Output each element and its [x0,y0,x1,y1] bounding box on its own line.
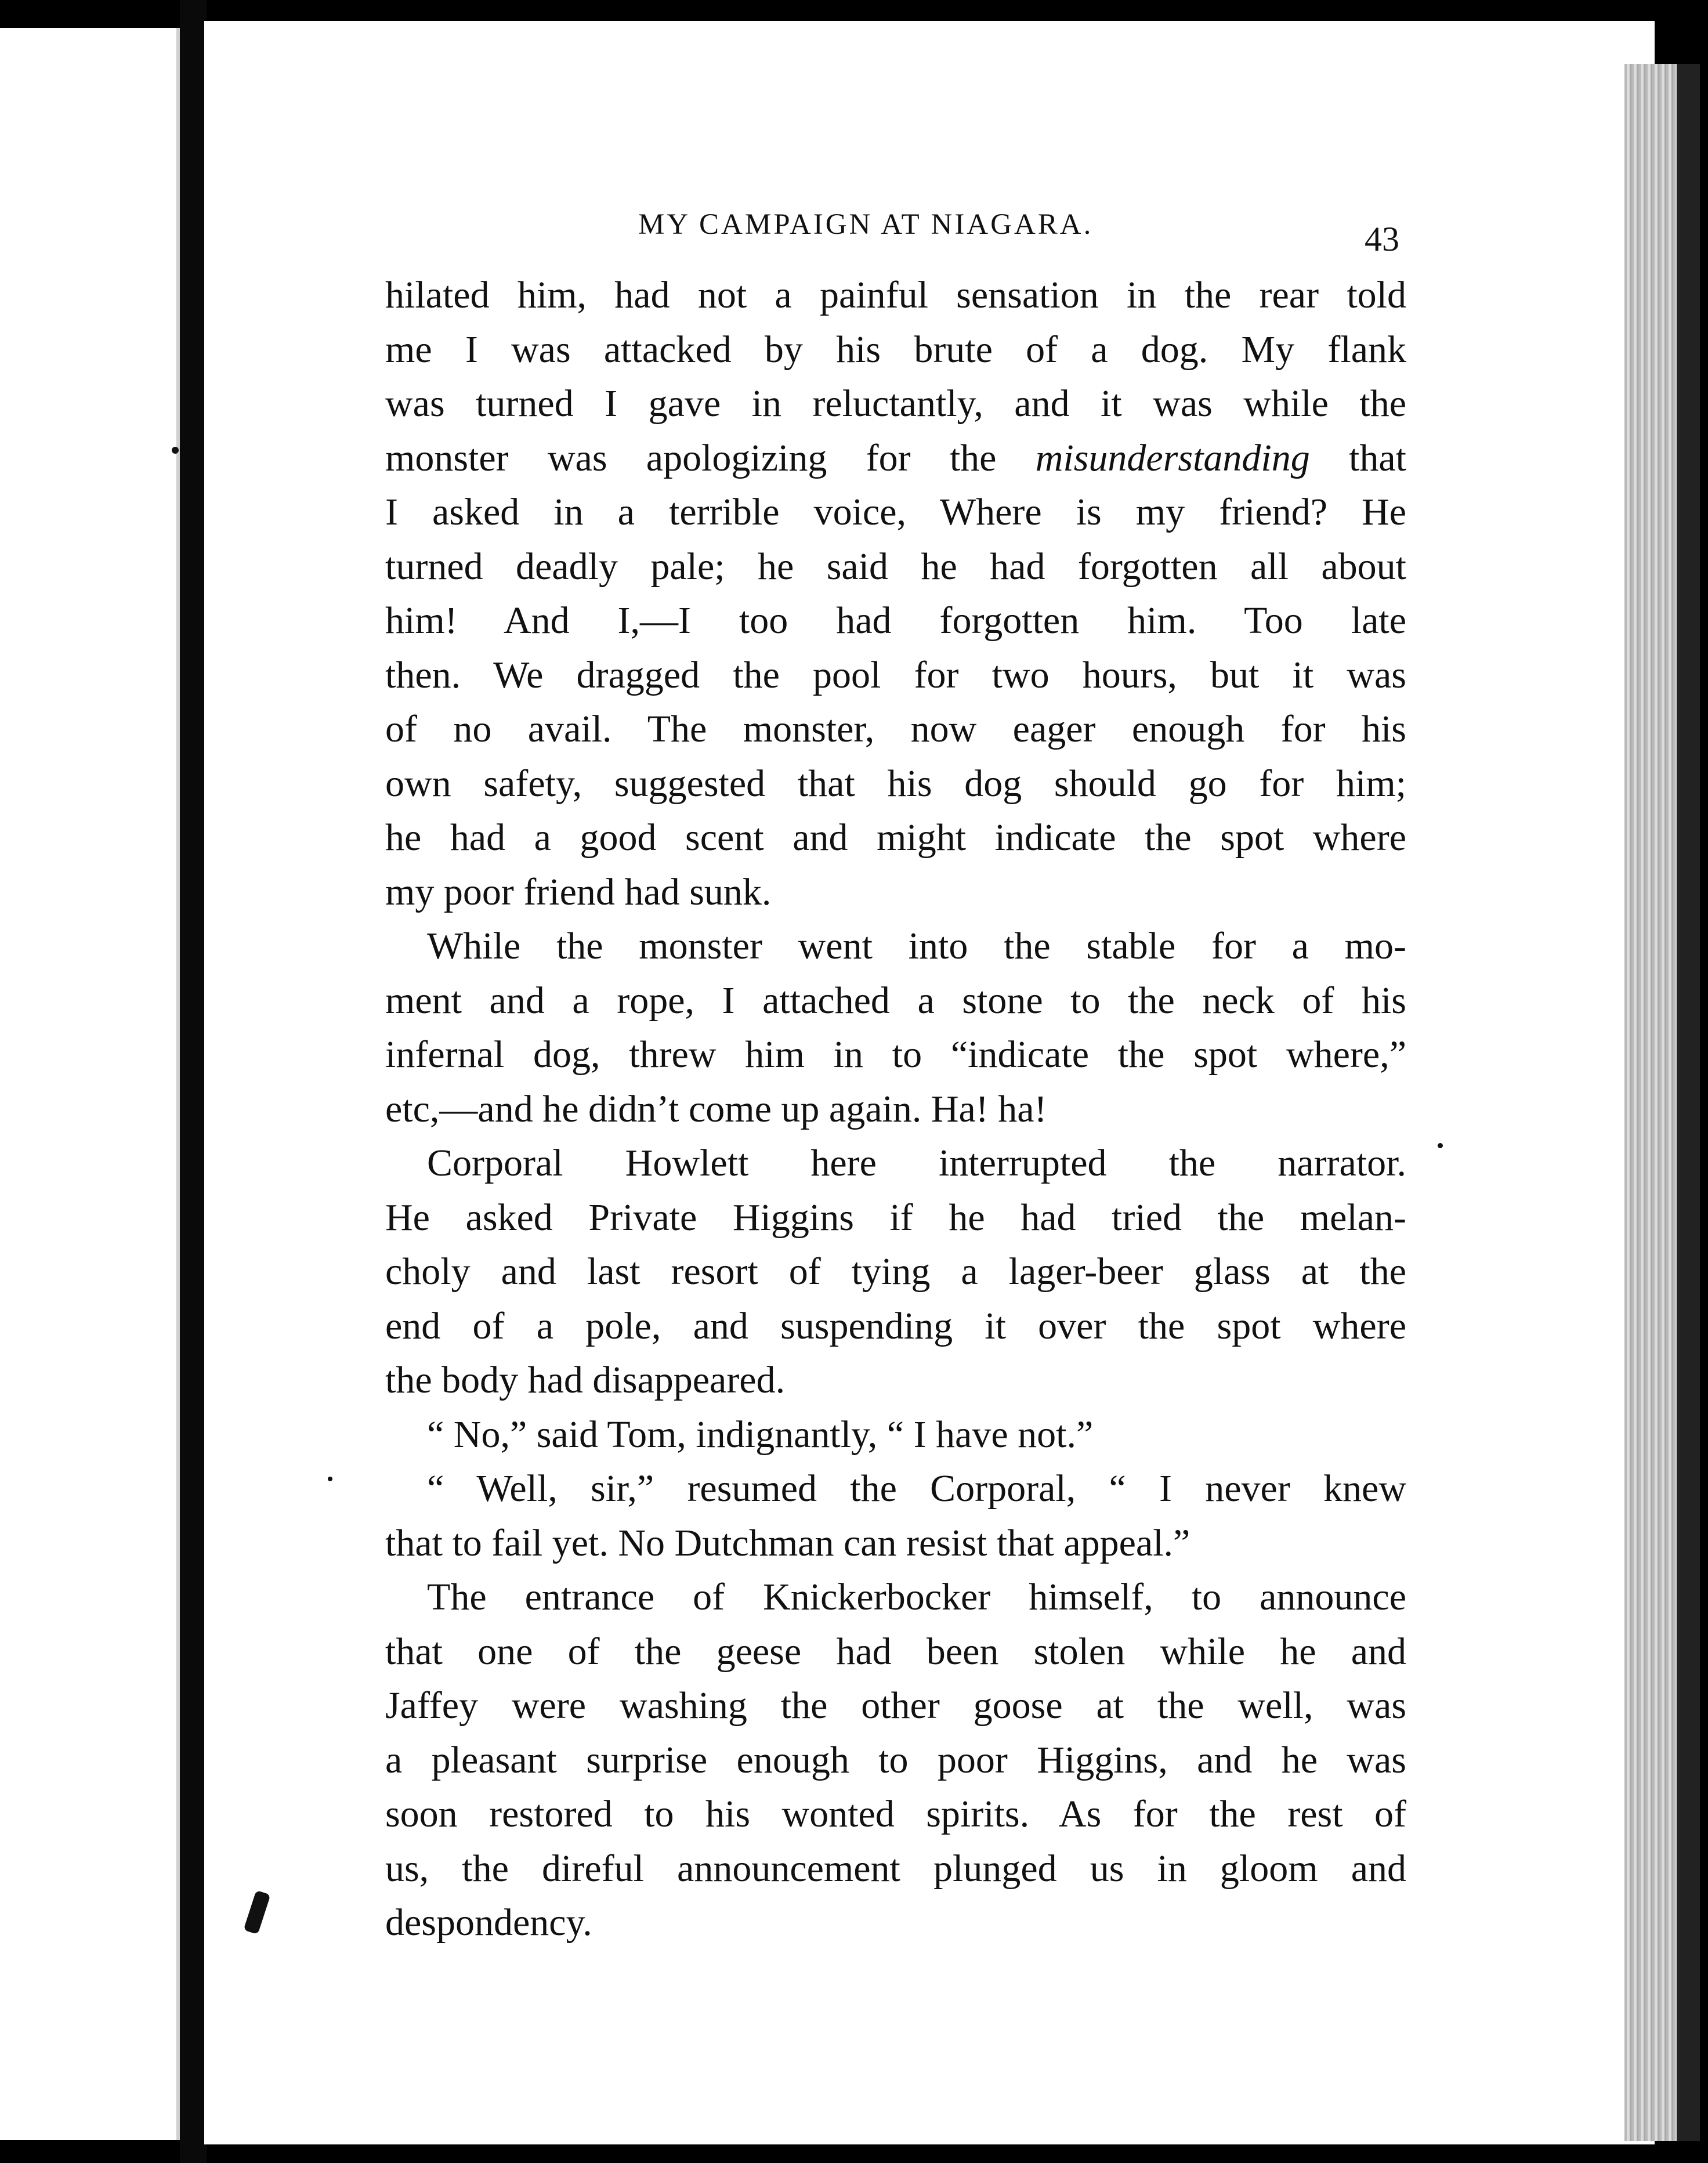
text-line: “ Well, sir,” resumed the Corporal, “ I never knew [427,1467,1406,1510]
text-line: Jaffey were washing the other goose at the well, was [385,1684,1406,1727]
text-line: of no avail. The monster, now eager enough for his [385,708,1406,750]
book-gutter [180,0,207,2163]
text-line: I asked in a terrible voice, Where is my friend? He [385,491,1406,533]
text-line [385,431,1406,486]
text-line: Corporal Howlett here interrupted the narrator. [427,1142,1406,1184]
text-line: despondency. [385,1901,592,1944]
body-text [385,268,1406,1950]
facing-page-left [0,28,180,2140]
text-line: soon restored to his wonted spirits. As for the rest of [385,1793,1406,1835]
text-line: us, the direful announcement plunged us in gloom and [385,1847,1406,1890]
page-number: 43 [1365,220,1399,258]
text-line: choly and last resort of tying a lager-beer glass at the [385,1250,1406,1293]
text-line: He asked Private Higgins if he had tried the melan- [385,1196,1406,1239]
text-line: “ No,” said Tom, indignantly, “ I have not.” [427,1413,1094,1456]
text-line: end of a pole, and suspending it over the spot where [385,1304,1406,1347]
running-head: MY CAMPAIGN AT NIAGARA. [638,208,1094,241]
scan-speck [1438,1143,1443,1148]
italic-word: misunderstanding [1035,436,1310,479]
scan-speck [328,1477,332,1481]
text-line-part: that [1309,436,1407,479]
text-line: that one of the geese had been stolen while he and [385,1630,1406,1673]
text-line: The entrance of Knickerbocker himself, to announce [427,1576,1406,1618]
page-block-shadow [1677,64,1700,2141]
text-line: While the monster went into the stable for a mo- [427,925,1406,967]
scan-speck [172,447,179,454]
text-line: hilated him, had not a painful sensation in the rear told [385,274,1406,316]
text-line: my poor friend had sunk. [385,870,772,913]
page-block-edges [1624,64,1677,2141]
text-line: that to fail yet. No Dutchman can resist that appeal.” [385,1521,1190,1564]
text-line: the body had disappeared. [385,1359,786,1401]
text-line: him! And I,—I too had forgotten him. Too late [385,599,1406,642]
text-line: he had a good scent and might indicate the spot where [385,816,1406,859]
text-line: ment and a rope, I attached a stone to the neck of his [385,979,1406,1022]
text-line: was turned I gave in reluctantly, and it was while the [385,382,1406,425]
text-line: own safety, suggested that his dog should go for him; [385,762,1406,805]
text-line: a pleasant surprise enough to poor Higgins, and he was [385,1738,1406,1781]
text-line: turned deadly pale; he said he had forgotten all about [385,545,1406,588]
text-line: me I was attacked by his brute of a dog. My flank [385,328,1406,371]
text-line-part: monster was apologizing for the [385,436,1036,479]
text-line: then. We dragged the pool for two hours, but it was [385,653,1406,696]
text-line: infernal dog, threw him in to “indicate the spot where,” [385,1033,1406,1076]
text-line: etc,—and he didn’t come up again. Ha! ha! [385,1087,1047,1130]
